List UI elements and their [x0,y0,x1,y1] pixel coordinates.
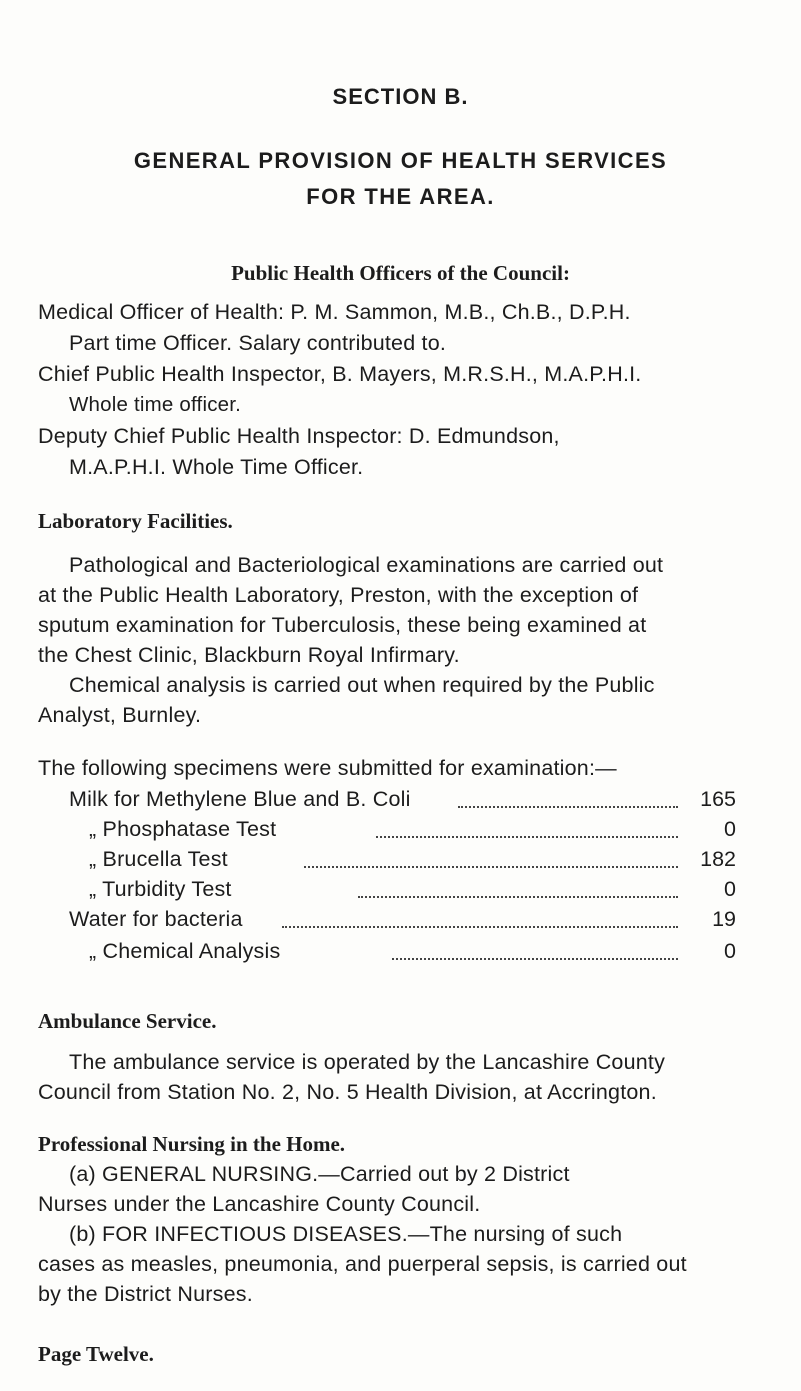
section-title-line2: FOR THE AREA. [306,184,495,209]
dot-leader [458,806,678,808]
section-title-line1: GENERAL PROVISION OF HEALTH SERVICES [133,148,668,173]
specimen-row-value: 0 [724,877,736,901]
dot-leader [358,896,678,898]
officer-line-1: Medical Officer of Health: P. M. Sammon, M.B., Ch.B., D.P.H. [38,300,631,324]
specimen-row-label: „ Brucella Test [89,847,228,871]
specimen-row-value: 0 [724,939,736,963]
lab-para2-line2: Analyst, Burnley. [38,703,202,727]
nursing-line-4: cases as measles, pneumonia, and puerperal sepsis, is carried out [38,1252,687,1276]
specimen-row-value: 0 [724,817,736,841]
lab-para2-line1: Chemical analysis is carried out when required by the Public [69,673,655,697]
specimen-row-label: „ Turbidity Test [89,877,232,901]
specimen-row-value: 165 [700,787,736,811]
nursing-line-2: Nurses under the Lancashire County Council. [38,1192,481,1216]
nursing-line-1: (a) GENERAL NURSING.—Carried out by 2 District [69,1162,570,1186]
lab-para1-line3: sputum examination for Tuberculosis, these being examined at [38,613,647,637]
section-label: SECTION B. [332,84,469,109]
specimens-intro: The following specimens were submitted for examination:— [38,756,617,780]
lab-para1-line4: the Chest Clinic, Blackburn Royal Infirmary. [38,643,460,667]
officer-line-2: Part time Officer. Salary contributed to. [69,331,447,355]
ambulance-line-2: Council from Station No. 2, No. 5 Health Division, at Accrington. [38,1080,657,1104]
officer-line-6: M.A.P.H.I. Whole Time Officer. [69,455,364,479]
officer-line-3: Chief Public Health Inspector, B. Mayers, M.R.S.H., M.A.P.H.I. [38,362,642,386]
nursing-heading: Professional Nursing in the Home. [38,1132,346,1156]
laboratory-heading: Laboratory Facilities. [38,509,233,533]
dot-leader [376,836,678,838]
officer-line-4: Whole time officer. [69,393,242,416]
nursing-line-3: (b) FOR INFECTIOUS DISEASES.—The nursing of such [69,1222,623,1246]
specimen-row-label: „ Chemical Analysis [89,939,281,963]
specimen-row-label: „ Phosphatase Test [89,817,277,841]
page-number-label: Page Twelve. [38,1342,154,1366]
officer-line-5: Deputy Chief Public Health Inspector: D. Edmundson, [38,424,560,448]
specimen-row-value: 19 [712,907,736,931]
specimen-row-value: 182 [700,847,736,871]
nursing-line-5: by the District Nurses. [38,1282,253,1306]
specimen-row-label: Water for bacteria [69,907,243,931]
dot-leader [282,926,678,928]
dot-leader [304,866,678,868]
lab-para1-line1: Pathological and Bacteriological examinations are carried out [69,553,664,577]
ambulance-heading: Ambulance Service. [38,1009,217,1033]
dot-leader [392,958,678,960]
specimen-row-label: Milk for Methylene Blue and B. Coli [69,787,411,811]
officers-heading: Public Health Officers of the Council: [231,261,570,285]
ambulance-line-1: The ambulance service is operated by the Lancashire County [69,1050,666,1074]
lab-para1-line2: at the Public Health Laboratory, Preston, with the exception of [38,583,639,607]
